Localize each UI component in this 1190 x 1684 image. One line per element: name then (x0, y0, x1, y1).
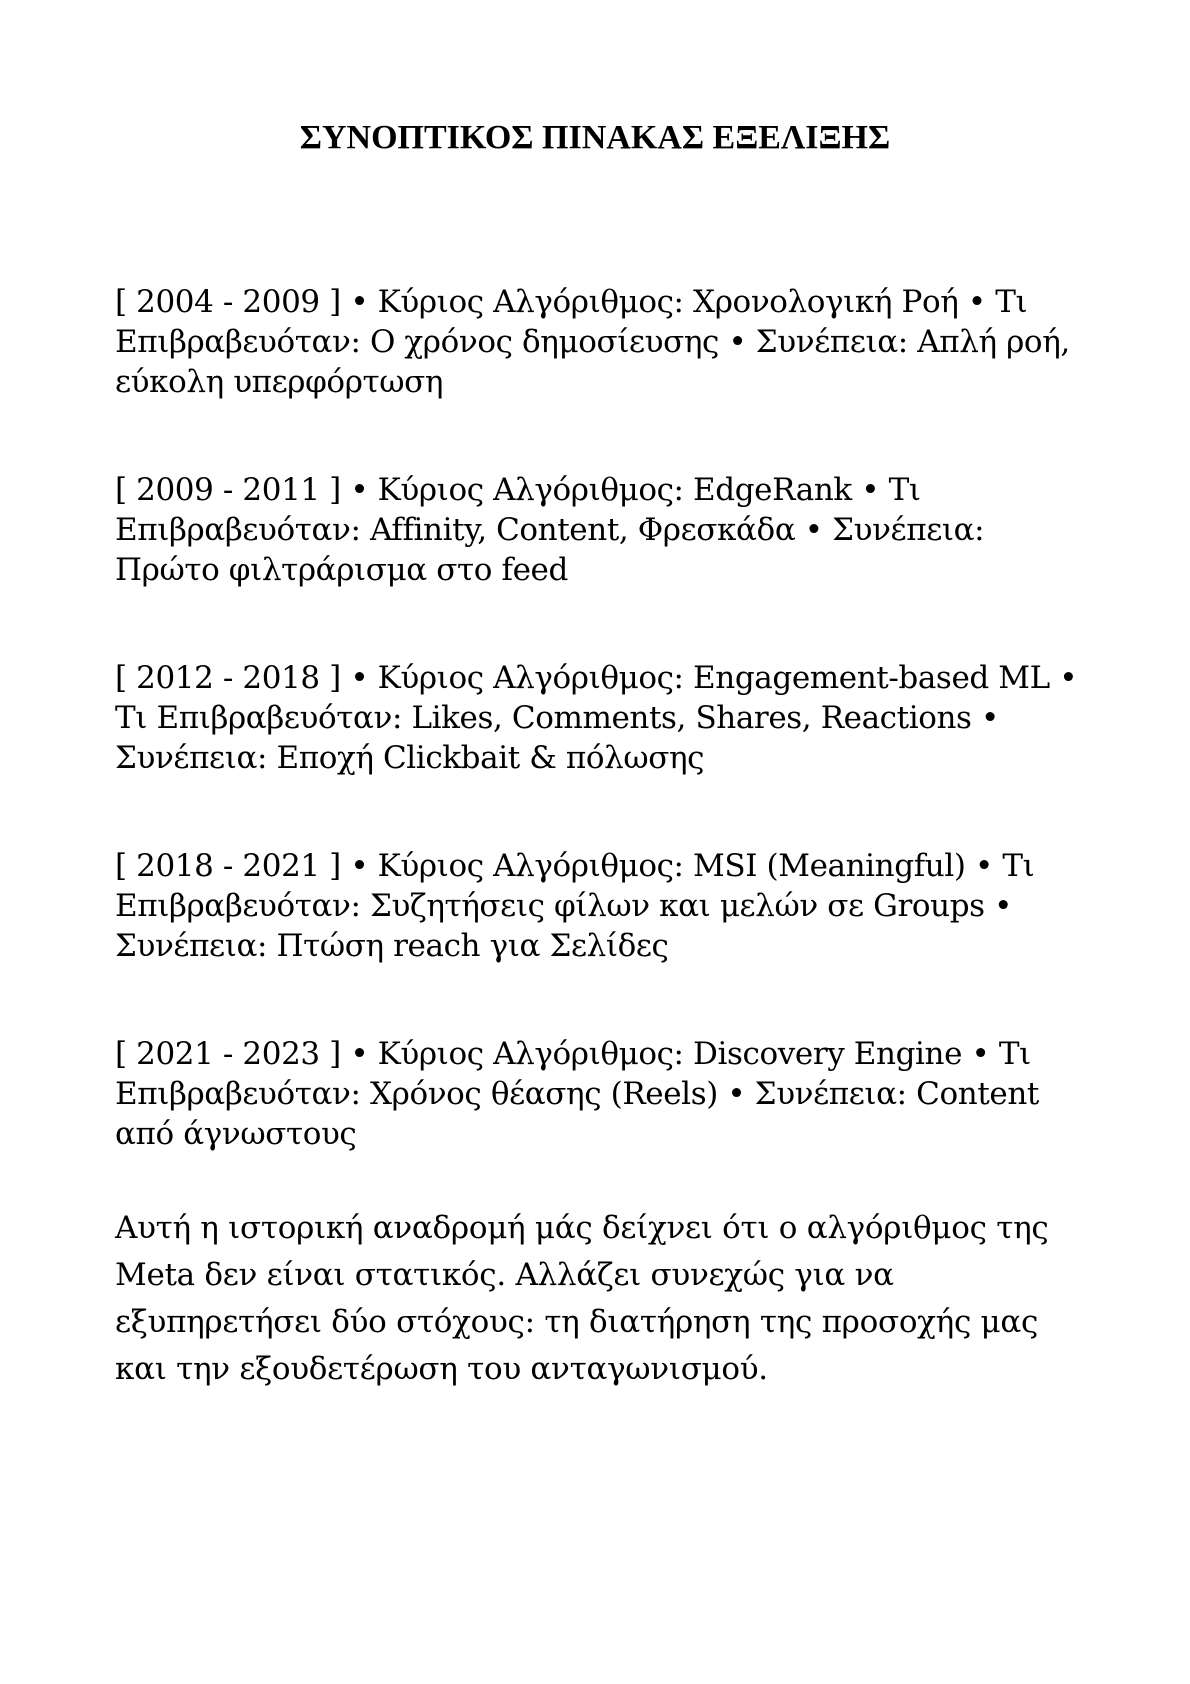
timeline-entry-2012-2018: [ 2012 - 2018 ] • Κύριος Αλγόριθμος: Engagement-based ML • Τι Επιβραβευόταν: Likes, Comments, Shares, Reactions • Συνέπεια: Εποχή Clickbait & πόλωσης (115, 660, 1078, 776)
timeline-entry-2009-2011: [ 2009 - 2011 ] • Κύριος Αλγόριθμος: EdgeRank • Τι Επιβραβευόταν: Affinity, Content, Φρεσκάδα • Συνέπεια: Πρώτο φιλτράρισμα στο feed (115, 472, 985, 588)
timeline-entry-2004-2009: [ 2004 - 2009 ] • Κύριος Αλγόριθμος: Χρονολογική Ροή • Τι Επιβραβευόταν: Ο χρόνος δημοσίευσης • Συνέπεια: Απλή ροή, εύκολη υπερφόρτωση (115, 284, 1070, 400)
timeline-entry-2018-2021: [ 2018 - 2021 ] • Κύριος Αλγόριθμος: MSI (Meaningful) • Τι Επιβραβευόταν: Συζητήσεις φίλων και μελών σε Groups • Συνέπεια: Πτώση reach για Σελίδες (115, 848, 1035, 964)
conclusion-paragraph: Αυτή η ιστορική αναδρομή μάς δείχνει ότι ο αλγόριθμος της Meta δεν είναι στατικός. Αλλάζει συνεχώς για να εξυπηρετήσει δύο στόχους: τη διατήρηση της προσοχής μας και την εξουδετέρωση του ανταγωνισμού. (115, 1210, 1049, 1387)
timeline-entry-2021-2023: [ 2021 - 2023 ] • Κύριος Αλγόριθμος: Discovery Engine • Τι Επιβραβευόταν: Χρόνος θέασης (Reels) • Συνέπεια: Content από άγνωστους (115, 1036, 1039, 1152)
timeline-list (115, 282, 1090, 1154)
page-title: ΣΥΝΟΠΤΙΚΟΣ ΠΙΝΑΚΑΣ ΕΞΕΛΙΞΗΣ (299, 119, 891, 156)
